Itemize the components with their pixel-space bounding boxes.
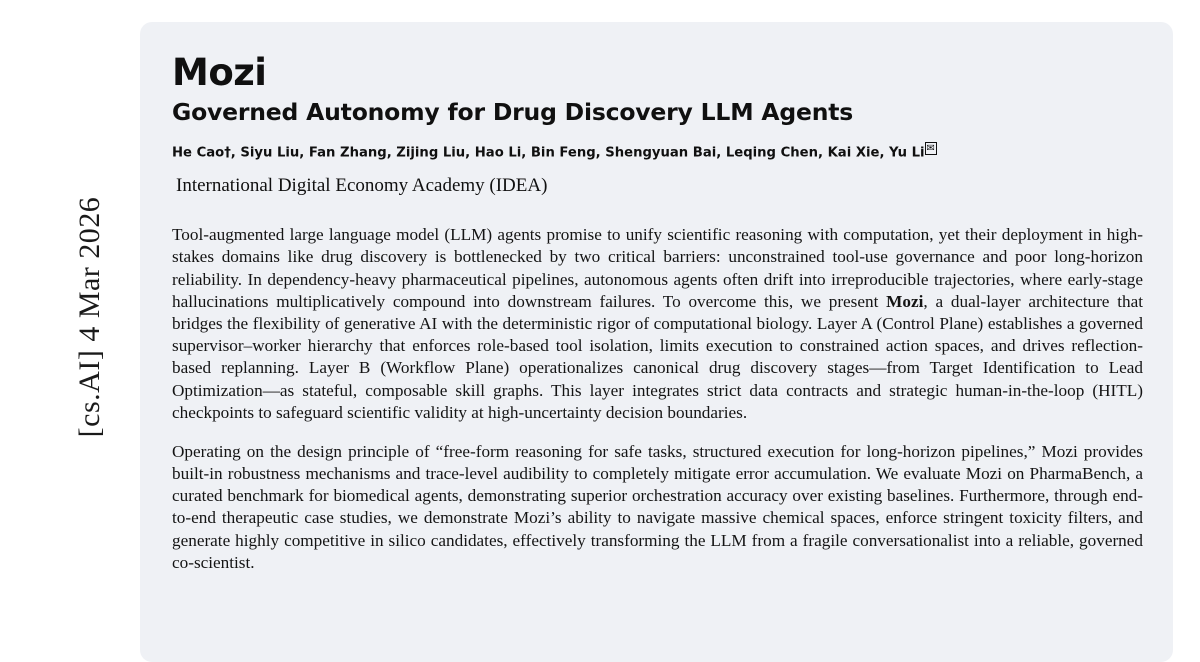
paper-page xyxy=(140,22,1173,662)
author-names: He Cao†, Siyu Liu, Fan Zhang, Zijing Liu, Hao Li, Bin Feng, Shengyuan Bai, Leqing Chen, Kai Xie, Yu Li xyxy=(172,145,925,161)
arxiv-stamp-text: [cs.AI] 4 Mar 2026 xyxy=(73,196,106,438)
paper-subtitle: Governed Autonomy for Drug Discovery LLM Agents xyxy=(172,97,854,126)
author-list xyxy=(172,144,1143,162)
corresponding-author-envelope-icon: ✉ xyxy=(926,142,935,154)
abstract-p1-part2: , a dual-layer architecture that bridges the flexibility of generative AI with the deterministic rigor of computational biology. Layer A (Control Plane) establishes a governed supervisor–worker hierarchy that enforces role-based tool isolation, limits execution to constrained action spaces, and drives reflection-based replanning. Layer B (Workflow Plane) operationalizes canonical drug discovery stages—from Target Identification to Lead Optimization—as stateful, composable skill graphs. This layer integrates strict data contracts and strategic human-in-the-loop (HITL) checkpoints to safeguard scientific validity at high-uncertainty decision boundaries. xyxy=(172,291,1143,422)
abstract-paragraph-1 xyxy=(172,224,1143,424)
abstract-paragraph-2: Operating on the design principle of “free-form reasoning for safe tasks, structured execution for long-horizon pipelines,” Mozi provides built-in robustness mechanisms and trace-level audibility to completely mitigate error accumulation. We evaluate Mozi on PharmaBench, a curated benchmark for biomedical agents, demonstrating superior orchestration accuracy over existing baselines. Furthermore, through end-to-end therapeutic case studies, we demonstrate Mozi’s ability to navigate massive chemical spaces, enforce stringent toxicity filters, and generate highly competitive in silico candidates, effectively transforming the LLM from a fragile conversationalist into a reliable, governed co-scientist. xyxy=(172,441,1143,572)
affiliation: International Digital Economy Academy (IDEA) xyxy=(176,175,548,197)
arxiv-stamp xyxy=(0,0,140,648)
abstract-p1-bold-term: Mozi xyxy=(886,291,924,311)
abstract-p1-part1: Tool-augmented large language model (LLM) agents promise to unify scientific reasoning with computation, yet their deployment in high-stakes domains like drug discovery is bottlenecked by two critical barriers: unconstrained tool-use governance and poor long-horizon reliability. In dependency-heavy pharmaceutical pipelines, autonomous agents often drift into irreproducible trajectories, where early-stage hallucinations multiplicatively compound into downstream failures. To overcome this, we present xyxy=(172,225,1143,311)
page-title: Mozi xyxy=(172,51,267,94)
abstract xyxy=(172,224,1143,574)
